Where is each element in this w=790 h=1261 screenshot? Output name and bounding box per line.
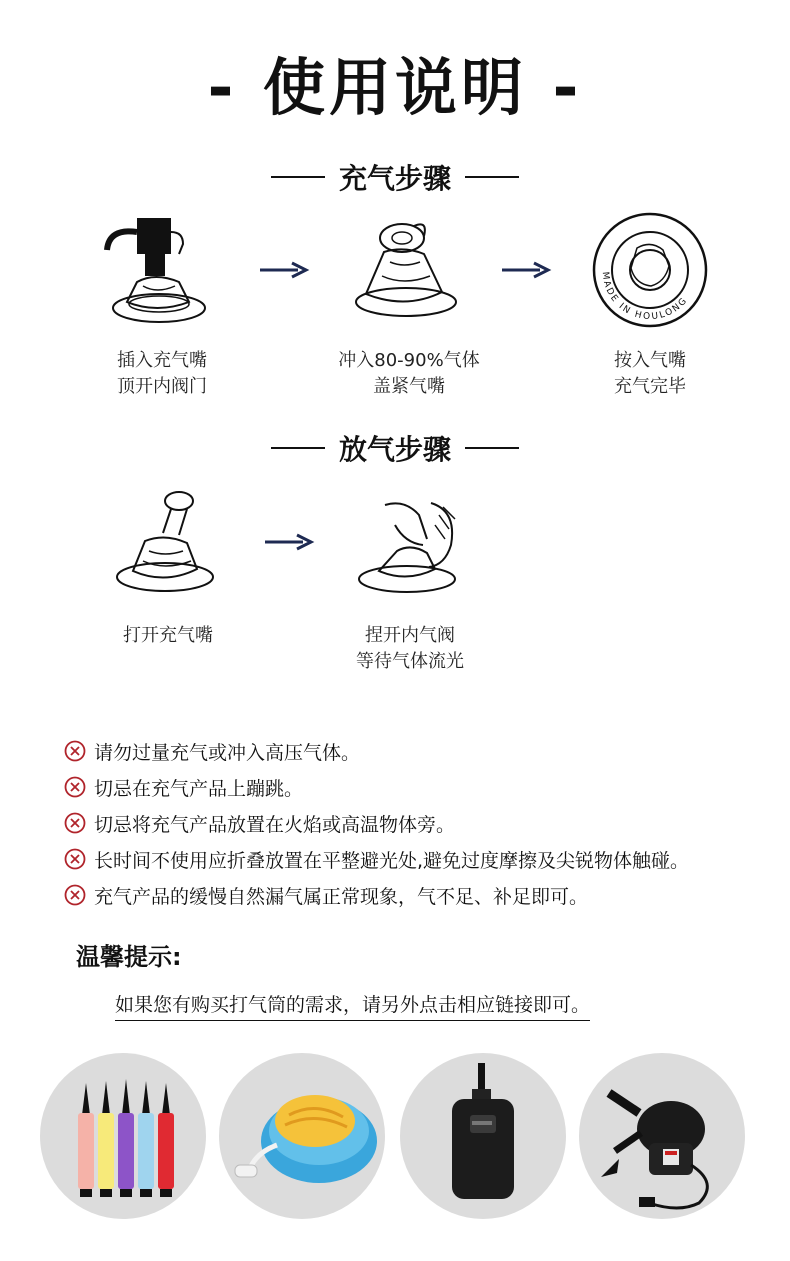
warning-list [64, 733, 784, 913]
heading-line-right [465, 176, 519, 178]
open-valve-illustration [103, 485, 233, 605]
inflate-heading [0, 157, 790, 197]
electric-air-pump-image [579, 1053, 745, 1219]
tip-link-text[interactable]: 如果您有购买打气筒的需求，请另外点击相应链接即可。 [115, 990, 590, 1021]
portable-electric-pump-image [400, 1053, 566, 1219]
warning-text: 请勿过量充气或冲入高压气体。 [94, 741, 361, 764]
insert-pump-nozzle-illustration [97, 210, 227, 330]
deflate-step-1 [73, 485, 263, 649]
list-item [64, 733, 784, 769]
arrow-right-icon [258, 260, 310, 280]
arrow-right-icon [263, 532, 315, 552]
foot-pump-product[interactable] [219, 1053, 385, 1219]
inflate-step-2 [314, 210, 504, 400]
deflate-step-1-caption: 打开充气嘴 [123, 625, 213, 646]
list-item [64, 841, 784, 877]
heading-line-left [271, 176, 325, 178]
circle-x-icon [64, 776, 86, 798]
inflate-step-1 [67, 210, 257, 400]
deflate-heading-text: 放气步骤 [338, 433, 451, 466]
deflate-step-2 [315, 485, 505, 675]
hand-pump-product[interactable] [40, 1053, 206, 1219]
usb-pump-product[interactable] [400, 1053, 566, 1219]
electric-pump-product[interactable] [579, 1053, 745, 1219]
list-item [64, 769, 784, 805]
inflate-step-3-caption: 按入气嘴 充气完毕 [614, 350, 686, 397]
circle-x-icon [64, 812, 86, 834]
deflate-heading [0, 428, 790, 468]
inflate-step-3 [555, 210, 745, 400]
deflate-step-2-caption: 捏开内气阀 等待气体流光 [356, 625, 464, 672]
circle-x-icon [64, 740, 86, 762]
circle-x-icon [64, 884, 86, 906]
cap-valve-illustration [344, 210, 474, 330]
warning-text: 长时间不使用应折叠放置在平整避光处,避免过度摩擦及尖锐物体触碰。 [94, 849, 690, 872]
arrow-right-icon [500, 260, 552, 280]
inflate-step-2-caption: 冲入80-90%气体 盖紧气嘴 [338, 350, 480, 397]
circle-x-icon [64, 848, 86, 870]
tip-title: 温馨提示: [76, 943, 182, 971]
list-item [64, 805, 784, 841]
page-title: - 使用说明 - [207, 51, 583, 124]
warning-text: 切忌在充气产品上蹦跳。 [94, 777, 304, 800]
hand-pumps-image [40, 1053, 206, 1219]
pressed-valve-illustration [585, 210, 715, 330]
inflate-heading-text: 充气步骤 [338, 162, 451, 195]
heading-line-left [271, 447, 325, 449]
heading-line-right [465, 447, 519, 449]
warning-text: 充气产品的缓慢自然漏气属正常现象，气不足、补足即可。 [94, 885, 589, 908]
pinch-valve-illustration [345, 485, 475, 605]
foot-pump-image [219, 1053, 385, 1219]
warning-text: 切忌将充气产品放置在火焰或高温物体旁。 [94, 813, 456, 836]
inflate-step-1-caption: 插入充气嘴 顶开内阀门 [117, 350, 207, 397]
list-item [64, 877, 784, 913]
valve-stamp-text: MADE IN HOULONG [599, 271, 691, 323]
